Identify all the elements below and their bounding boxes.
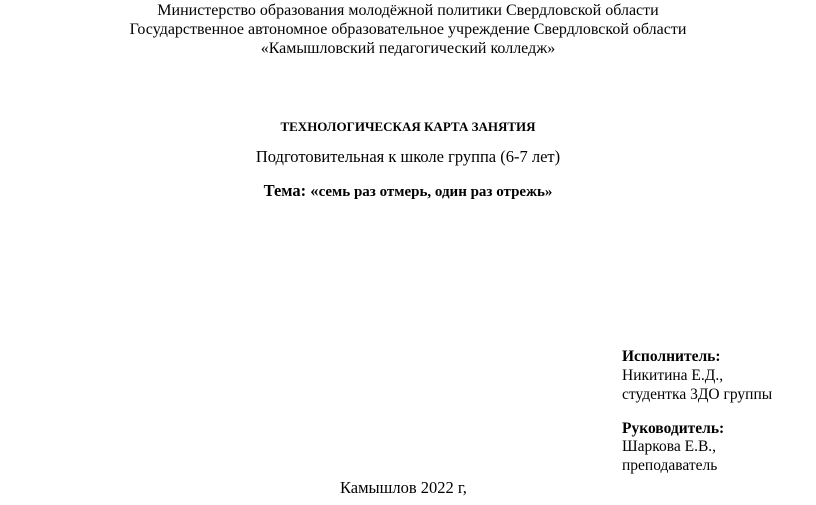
document-title: ТЕХНОЛОГИЧЕСКАЯ КАРТА ЗАНЯТИЯ — [280, 119, 536, 134]
header-institution: Государственное автономное образовательное учреждение Свердловской области — [129, 21, 687, 38]
city-year: Камышлов 2022 г, — [340, 478, 467, 497]
supervisor-label: Руководитель: — [622, 420, 725, 437]
group-subtitle: Подготовительная к школе группа (6-7 лет) — [255, 147, 561, 166]
executor-name: Никитина Е.Д., — [622, 367, 724, 384]
header-ministry: Министерство образования молодёжной политики Свердловской области — [157, 2, 659, 19]
supervisor-role: преподаватель — [622, 457, 718, 474]
supervisor-name: Шаркова Е.В., — [622, 438, 717, 455]
topic-text: семь раз отмерь, один раз отрежь» — [318, 184, 553, 200]
executor-role: студентка 3ДО группы — [622, 386, 773, 403]
topic-prefix: Тема: « — [263, 181, 319, 200]
header-college: «Камышловский педагогический колледж» — [260, 40, 556, 57]
lesson-topic — [0, 181, 816, 201]
executor-label: Исполнитель: — [622, 348, 721, 365]
